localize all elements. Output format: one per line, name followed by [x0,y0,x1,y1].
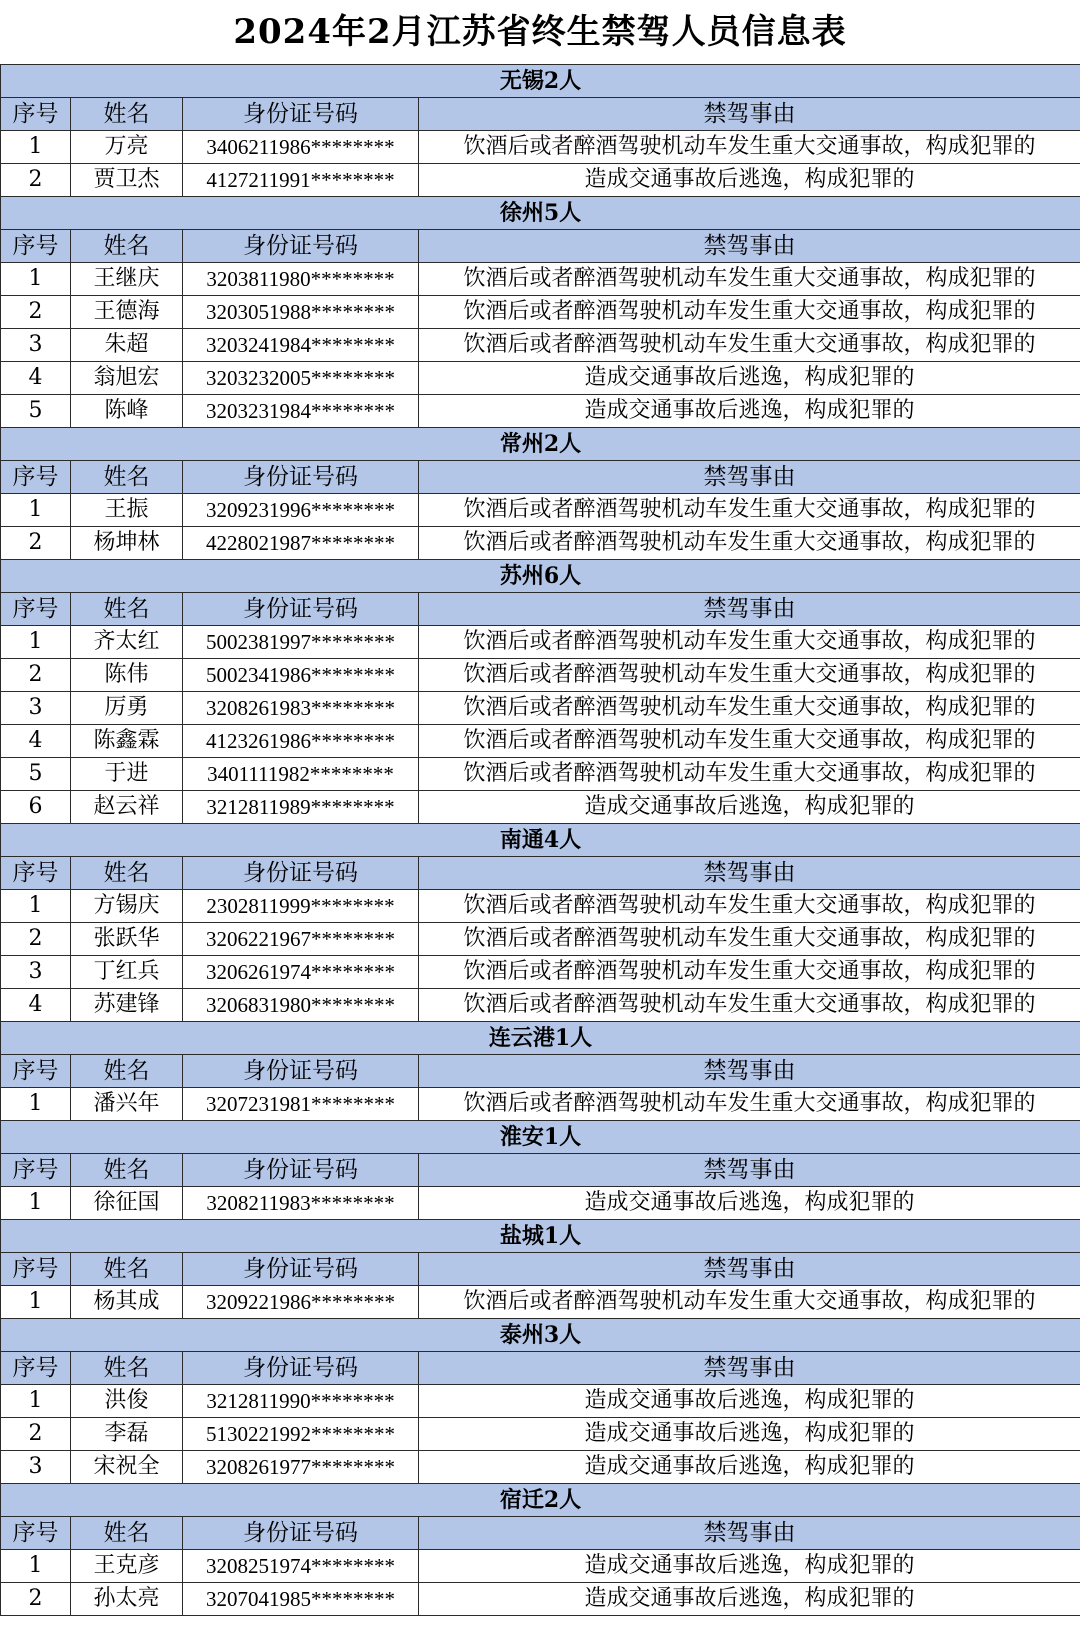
col-index-header: 序号 [1,857,71,890]
col-name-header: 姓名 [71,1517,183,1550]
table-row [1,527,1080,560]
row-index: 1 [1,494,71,527]
table-row [1,131,1080,164]
section-title: 宿迁2人 [1,1484,1080,1517]
row-name: 陈鑫霖 [71,725,183,758]
table-row [1,494,1080,527]
column-header-row [1,857,1080,890]
row-reason: 饮酒后或者醉酒驾驶机动车发生重大交通事故，构成犯罪的 [419,131,1080,164]
row-name: 于进 [71,758,183,791]
table-row [1,362,1080,395]
col-id-header: 身份证号码 [183,1517,419,1550]
row-id-number: 3208211983******** [183,1187,419,1220]
table-row [1,1451,1080,1484]
col-id-header: 身份证号码 [183,1154,419,1187]
table-row [1,923,1080,956]
table-row [1,791,1080,824]
col-reason-header: 禁驾事由 [419,98,1080,131]
column-header-row [1,1154,1080,1187]
col-index-header: 序号 [1,1154,71,1187]
row-name: 王德海 [71,296,183,329]
row-name: 朱超 [71,329,183,362]
row-id-number: 5130221992******** [183,1418,419,1451]
col-index-header: 序号 [1,1055,71,1088]
row-name: 王克彦 [71,1550,183,1583]
column-header-row [1,1055,1080,1088]
table-row [1,329,1080,362]
col-reason-header: 禁驾事由 [419,1253,1080,1286]
row-id-number: 3208261977******** [183,1451,419,1484]
row-reason: 饮酒后或者醉酒驾驶机动车发生重大交通事故，构成犯罪的 [419,296,1080,329]
col-index-header: 序号 [1,461,71,494]
column-header-row [1,1253,1080,1286]
row-reason: 饮酒后或者醉酒驾驶机动车发生重大交通事故，构成犯罪的 [419,1088,1080,1121]
table-row [1,1286,1080,1319]
row-id-number: 3206221967******** [183,923,419,956]
col-id-header: 身份证号码 [183,857,419,890]
table-row [1,395,1080,428]
row-index: 4 [1,989,71,1022]
col-id-header: 身份证号码 [183,461,419,494]
row-reason: 造成交通事故后逃逸，构成犯罪的 [419,1451,1080,1484]
row-index: 4 [1,362,71,395]
row-reason: 饮酒后或者醉酒驾驶机动车发生重大交通事故，构成犯罪的 [419,527,1080,560]
row-id-number: 3203811980******** [183,263,419,296]
table-row [1,725,1080,758]
row-name: 王振 [71,494,183,527]
row-reason: 饮酒后或者醉酒驾驶机动车发生重大交通事故，构成犯罪的 [419,725,1080,758]
column-header-row [1,461,1080,494]
row-name: 方锡庆 [71,890,183,923]
row-reason: 饮酒后或者醉酒驾驶机动车发生重大交通事故，构成犯罪的 [419,329,1080,362]
row-name: 陈伟 [71,659,183,692]
col-name-header: 姓名 [71,1352,183,1385]
row-reason: 造成交通事故后逃逸，构成犯罪的 [419,395,1080,428]
row-reason: 饮酒后或者醉酒驾驶机动车发生重大交通事故，构成犯罪的 [419,263,1080,296]
row-id-number: 5002381997******** [183,626,419,659]
section-header [1,1484,1080,1517]
col-reason-header: 禁驾事由 [419,857,1080,890]
row-id-number: 3206261974******** [183,956,419,989]
row-name: 孙太亮 [71,1583,183,1616]
col-reason-header: 禁驾事由 [419,1352,1080,1385]
table-row [1,263,1080,296]
section-title: 常州2人 [1,428,1080,461]
row-name: 王继庆 [71,263,183,296]
row-name: 杨坤林 [71,527,183,560]
table-body [1,65,1080,1616]
row-reason: 饮酒后或者醉酒驾驶机动车发生重大交通事故，构成犯罪的 [419,923,1080,956]
col-reason-header: 禁驾事由 [419,461,1080,494]
row-id-number: 2302811999******** [183,890,419,923]
col-reason-header: 禁驾事由 [419,593,1080,626]
row-index: 1 [1,263,71,296]
col-index-header: 序号 [1,1352,71,1385]
table-row [1,659,1080,692]
row-index: 5 [1,758,71,791]
col-name-header: 姓名 [71,1253,183,1286]
row-name: 翁旭宏 [71,362,183,395]
table-row [1,890,1080,923]
col-index-header: 序号 [1,1253,71,1286]
section-header [1,1319,1080,1352]
row-index: 3 [1,956,71,989]
column-header-row [1,593,1080,626]
section-title: 盐城1人 [1,1220,1080,1253]
table-row [1,296,1080,329]
row-id-number: 3406211986******** [183,131,419,164]
section-header [1,560,1080,593]
section-header [1,1220,1080,1253]
row-reason: 饮酒后或者醉酒驾驶机动车发生重大交通事故，构成犯罪的 [419,659,1080,692]
row-reason: 饮酒后或者醉酒驾驶机动车发生重大交通事故，构成犯罪的 [419,989,1080,1022]
row-id-number: 3203231984******** [183,395,419,428]
row-name: 李磊 [71,1418,183,1451]
table-row [1,1418,1080,1451]
section-header [1,197,1080,230]
row-reason: 造成交通事故后逃逸，构成犯罪的 [419,1385,1080,1418]
row-reason: 饮酒后或者醉酒驾驶机动车发生重大交通事故，构成犯罪的 [419,692,1080,725]
col-name-header: 姓名 [71,230,183,263]
col-id-header: 身份证号码 [183,593,419,626]
row-name: 贾卫杰 [71,164,183,197]
column-header-row [1,230,1080,263]
row-id-number: 3203232005******** [183,362,419,395]
row-id-number: 5002341986******** [183,659,419,692]
row-reason: 造成交通事故后逃逸，构成犯罪的 [419,791,1080,824]
col-reason-header: 禁驾事由 [419,1055,1080,1088]
ban-list-table [0,64,1080,1616]
row-index: 1 [1,131,71,164]
row-id-number: 4228021987******** [183,527,419,560]
row-index: 1 [1,1286,71,1319]
row-reason: 饮酒后或者醉酒驾驶机动车发生重大交通事故，构成犯罪的 [419,494,1080,527]
row-id-number: 4123261986******** [183,725,419,758]
table-row [1,758,1080,791]
col-id-header: 身份证号码 [183,1352,419,1385]
row-index: 1 [1,1550,71,1583]
row-index: 3 [1,329,71,362]
section-header [1,1121,1080,1154]
row-name: 潘兴年 [71,1088,183,1121]
table-row [1,692,1080,725]
col-reason-header: 禁驾事由 [419,1154,1080,1187]
row-index: 2 [1,296,71,329]
row-id-number: 3212811990******** [183,1385,419,1418]
section-title: 南通4人 [1,824,1080,857]
table-row [1,1385,1080,1418]
row-name: 万亮 [71,131,183,164]
row-id-number: 3401111982******** [183,758,419,791]
row-name: 宋祝全 [71,1451,183,1484]
row-name: 苏建锋 [71,989,183,1022]
row-index: 1 [1,1088,71,1121]
row-id-number: 3203051988******** [183,296,419,329]
table-row [1,1187,1080,1220]
table-row [1,1550,1080,1583]
row-id-number: 3207231981******** [183,1088,419,1121]
row-name: 张跃华 [71,923,183,956]
col-name-header: 姓名 [71,593,183,626]
section-title: 徐州5人 [1,197,1080,230]
row-id-number: 3208251974******** [183,1550,419,1583]
col-index-header: 序号 [1,593,71,626]
col-id-header: 身份证号码 [183,230,419,263]
row-index: 2 [1,164,71,197]
section-header [1,1022,1080,1055]
row-id-number: 3212811989******** [183,791,419,824]
section-title: 泰州3人 [1,1319,1080,1352]
section-title: 苏州6人 [1,560,1080,593]
col-index-header: 序号 [1,230,71,263]
row-name: 陈峰 [71,395,183,428]
col-reason-header: 禁驾事由 [419,230,1080,263]
row-index: 6 [1,791,71,824]
table-row [1,626,1080,659]
row-name: 赵云祥 [71,791,183,824]
col-id-header: 身份证号码 [183,1055,419,1088]
row-id-number: 3207041985******** [183,1583,419,1616]
row-index: 1 [1,1385,71,1418]
section-title: 无锡2人 [1,65,1080,98]
col-name-header: 姓名 [71,1154,183,1187]
row-name: 杨其成 [71,1286,183,1319]
col-name-header: 姓名 [71,461,183,494]
col-id-header: 身份证号码 [183,98,419,131]
col-id-header: 身份证号码 [183,1253,419,1286]
section-header [1,824,1080,857]
col-reason-header: 禁驾事由 [419,1517,1080,1550]
row-index: 5 [1,395,71,428]
row-id-number: 3206831980******** [183,989,419,1022]
row-reason: 造成交通事故后逃逸，构成犯罪的 [419,1187,1080,1220]
row-reason: 饮酒后或者醉酒驾驶机动车发生重大交通事故，构成犯罪的 [419,956,1080,989]
section-title: 连云港1人 [1,1022,1080,1055]
row-name: 厉勇 [71,692,183,725]
table-row [1,1088,1080,1121]
row-id-number: 3209221986******** [183,1286,419,1319]
row-index: 1 [1,890,71,923]
row-index: 1 [1,1187,71,1220]
row-reason: 造成交通事故后逃逸，构成犯罪的 [419,362,1080,395]
section-header [1,428,1080,461]
column-header-row [1,1517,1080,1550]
row-reason: 造成交通事故后逃逸，构成犯罪的 [419,164,1080,197]
row-name: 丁红兵 [71,956,183,989]
row-reason: 饮酒后或者醉酒驾驶机动车发生重大交通事故，构成犯罪的 [419,1286,1080,1319]
row-name: 洪俊 [71,1385,183,1418]
col-name-header: 姓名 [71,98,183,131]
row-index: 2 [1,1418,71,1451]
table-row [1,989,1080,1022]
row-index: 3 [1,692,71,725]
row-reason: 饮酒后或者醉酒驾驶机动车发生重大交通事故，构成犯罪的 [419,758,1080,791]
row-id-number: 3208261983******** [183,692,419,725]
row-reason: 饮酒后或者醉酒驾驶机动车发生重大交通事故，构成犯罪的 [419,890,1080,923]
row-reason: 饮酒后或者醉酒驾驶机动车发生重大交通事故，构成犯罪的 [419,626,1080,659]
col-name-header: 姓名 [71,1055,183,1088]
table-row [1,956,1080,989]
row-index: 2 [1,1583,71,1616]
row-index: 1 [1,626,71,659]
row-reason: 造成交通事故后逃逸，构成犯罪的 [419,1583,1080,1616]
row-index: 2 [1,659,71,692]
row-id-number: 3209231996******** [183,494,419,527]
row-reason: 造成交通事故后逃逸，构成犯罪的 [419,1418,1080,1451]
section-title: 淮安1人 [1,1121,1080,1154]
col-name-header: 姓名 [71,857,183,890]
row-reason: 造成交通事故后逃逸，构成犯罪的 [419,1550,1080,1583]
row-id-number: 3203241984******** [183,329,419,362]
column-header-row [1,1352,1080,1385]
row-index: 2 [1,923,71,956]
row-name: 徐征国 [71,1187,183,1220]
row-name: 齐太红 [71,626,183,659]
document-title: 2024年2月江苏省终生禁驾人员信息表 [233,12,847,52]
section-header [1,65,1080,98]
row-id-number: 4127211991******** [183,164,419,197]
table-row [1,164,1080,197]
table-row [1,1583,1080,1616]
row-index: 4 [1,725,71,758]
column-header-row [1,98,1080,131]
col-index-header: 序号 [1,98,71,131]
row-index: 2 [1,527,71,560]
row-index: 3 [1,1451,71,1484]
col-index-header: 序号 [1,1517,71,1550]
